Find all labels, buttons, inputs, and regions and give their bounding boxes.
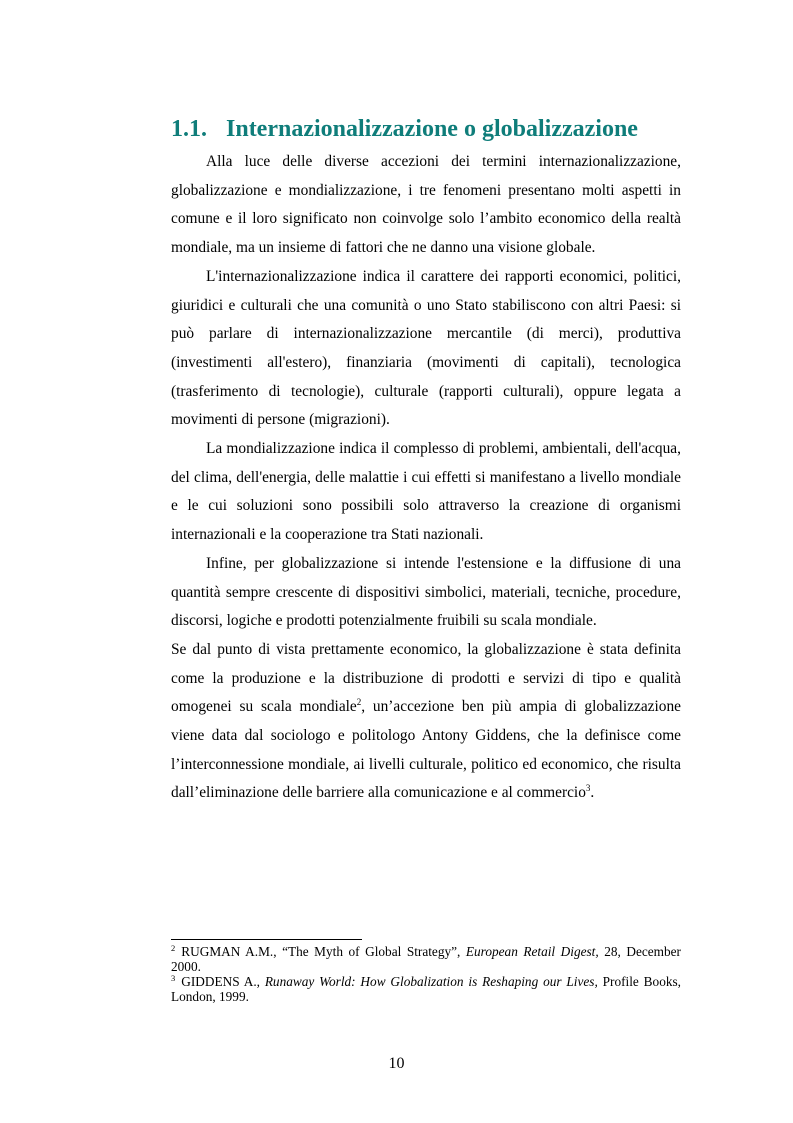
- paragraph-giddens-part3: .: [590, 784, 595, 802]
- footnote-separator: [171, 939, 362, 940]
- paragraph-mondializzazione: La mondializzazione indica il complesso di problemi, ambientali, dell'acqua, del clima, dell'energia, delle malattie i cui effetti si manifestano a livello mondiale e le cui soluzioni sono possibili solo attraverso la creazione di organismi internazionali e la cooperazione tra Stati nazionali.: [171, 440, 681, 544]
- section-title: Internazionalizzazione o globalizzazione: [226, 116, 638, 142]
- footnote-text: 28, December 2000.: [171, 944, 681, 974]
- body-text: [171, 148, 681, 808]
- paragraph-giddens-part1: Se dal punto di vista prettamente economico, la globalizzazione è stata definita come la produzione e la distribuzione di prodotti e servizi di tipo e qualità omogenei su scala mondiale: [171, 640, 681, 716]
- footnote-text: GIDDENS A.,: [181, 974, 265, 989]
- footnote-number: 3: [171, 973, 176, 983]
- footnote-ref-3[interactable]: 3: [585, 783, 591, 794]
- footnote-3: [171, 975, 681, 1004]
- section-heading: [171, 112, 691, 146]
- page-number: 10: [388, 1055, 405, 1072]
- paragraph-giddens: [171, 636, 681, 808]
- footnote-text: RUGMAN A.M., “The Myth of Global Strategy”,: [181, 944, 466, 959]
- footnote-2: [171, 945, 681, 974]
- footnote-source-title: European Retail Digest,: [465, 944, 599, 959]
- footnote-number: 2: [171, 943, 176, 953]
- paragraph-intro: Alla luce delle diverse accezioni dei termini internazionalizzazione, globalizzazione e mondializzazione, i tre fenomeni presentano molti aspetti in comune e il loro significato non coinvolge solo l’ambito economico della realtà mondiale, ma un insieme di fattori che ne danno una visione globale.: [171, 153, 681, 257]
- paragraph-giddens-part2: , un’accezione ben più ampia di globalizzazione viene data dal sociologo e politologo Antony Giddens, che la definisce come l’interconnessione mondiale, ai livelli culturale, politico ed economico, che risulta dall’eliminazione delle barriere alla comunicazione e al commercio: [171, 698, 682, 802]
- footnote-ref-2[interactable]: 2: [356, 697, 362, 708]
- footnotes: [171, 945, 681, 1005]
- paragraph-internazionalizzazione: L'internazionalizzazione indica il carattere dei rapporti economici, politici, giuridici e culturali che una comunità o uno Stato stabiliscono con altri Paesi: si può parlare di internazionalizzazione mercantile (di merci), produttiva (investimenti all'estero), finanziaria (movimenti di capitali), tecnologica (trasferimento di tecnologie), culturale (rapporti culturali), oppure legata a movimenti di persone (migrazioni).: [171, 267, 681, 429]
- paragraph-globalizzazione: Infine, per globalizzazione si intende l'estensione e la diffusione di una quantità sempre crescente di dispositivi simbolici, materiali, tecniche, procedure, discorsi, logiche e prodotti potenzialmente fruibili su scala mondiale.: [171, 554, 681, 630]
- section-number: 1.1.: [171, 116, 207, 142]
- footnote-text: Profile Books, London, 1999.: [171, 974, 681, 1004]
- footnote-source-title: Runaway World: How Globalization is Reshaping our Lives,: [264, 974, 598, 989]
